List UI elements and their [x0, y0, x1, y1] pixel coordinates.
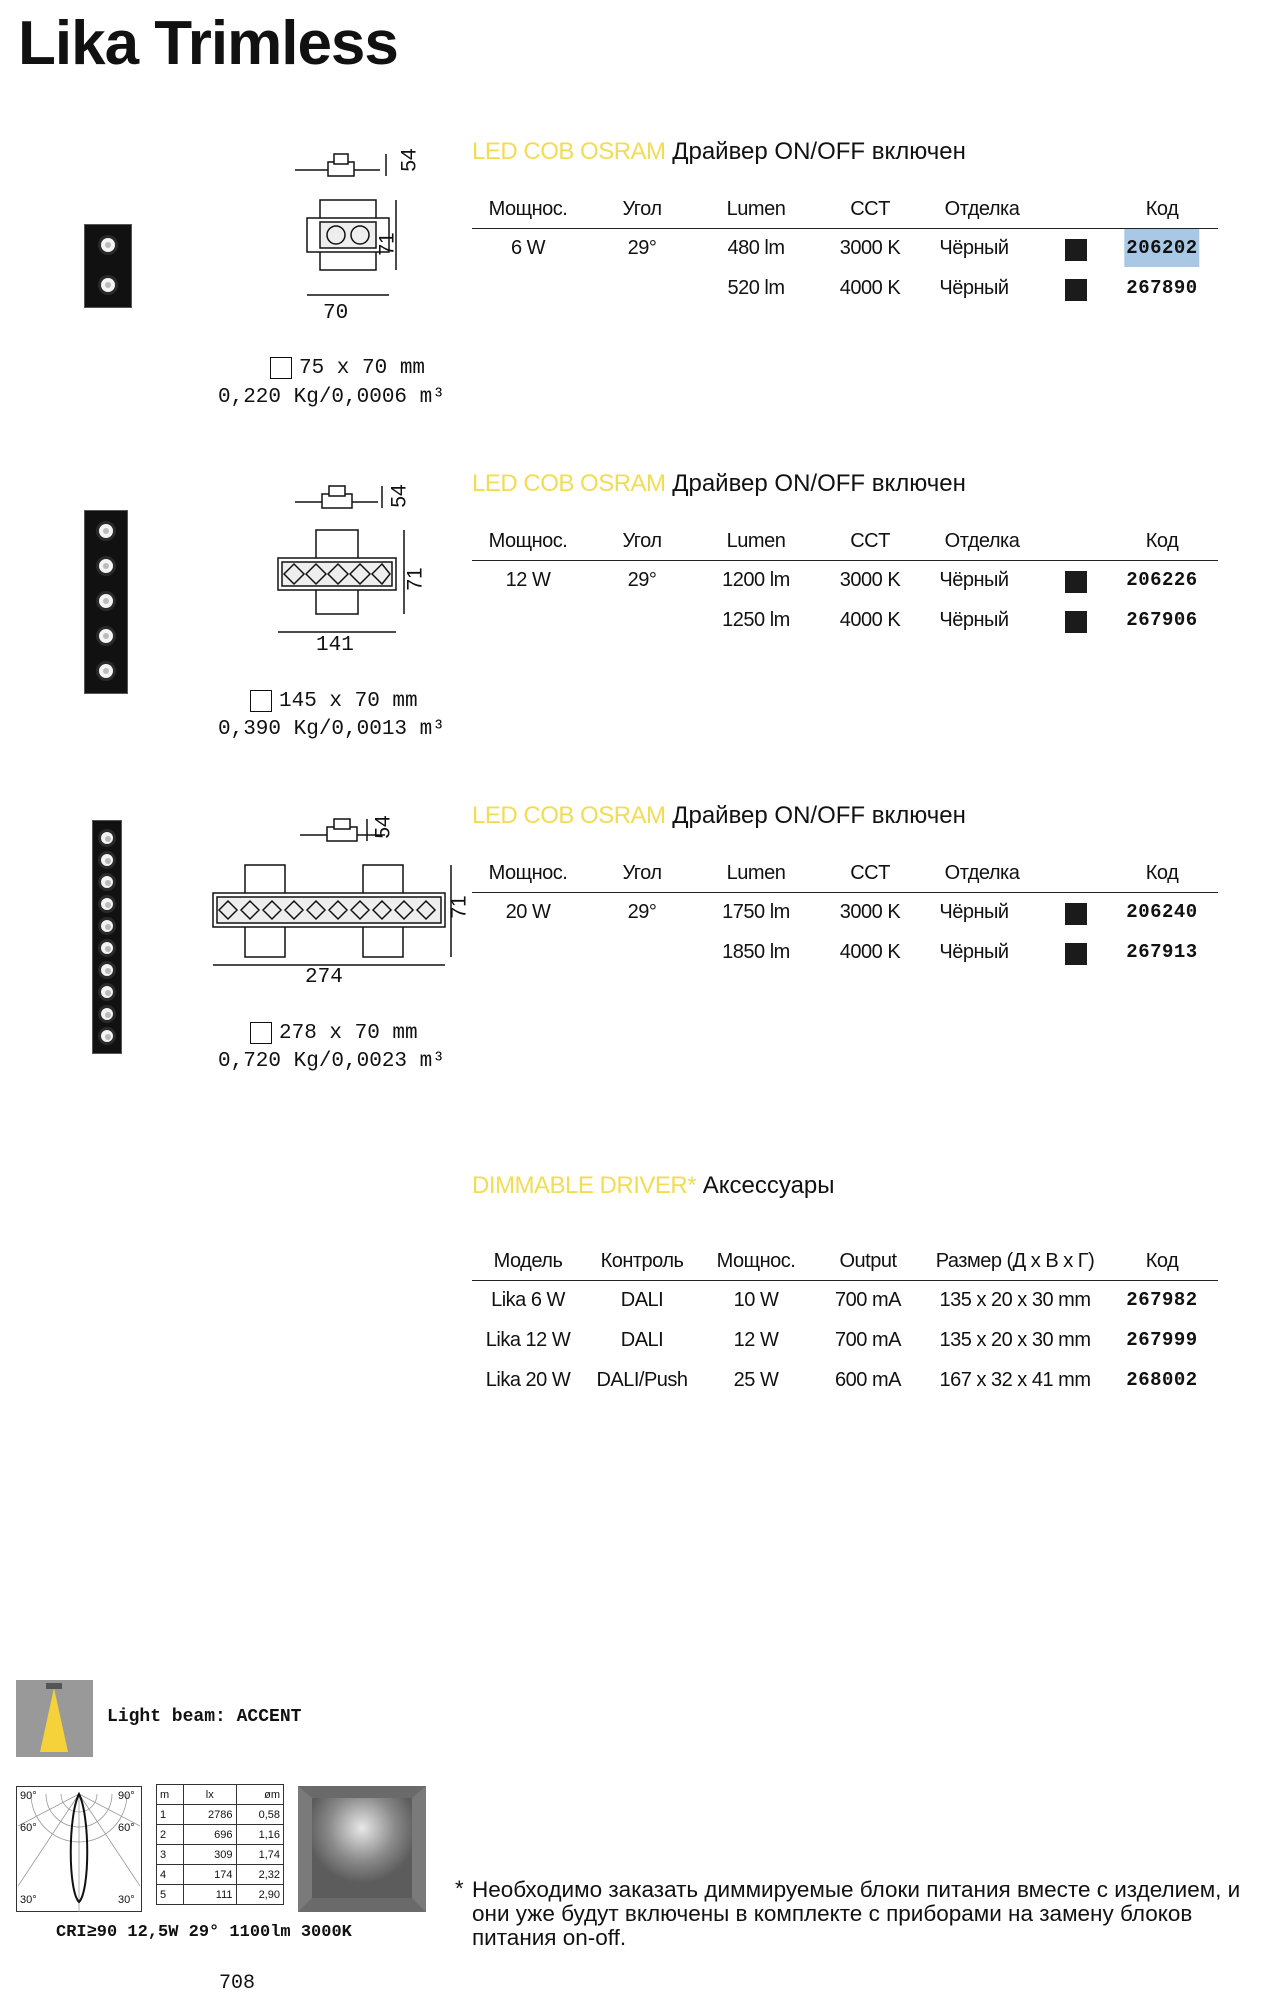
led-icon: [96, 521, 116, 541]
table-row: [157, 1805, 284, 1825]
table-row: [472, 1321, 1218, 1361]
cell-output: 600 mA: [835, 1369, 901, 1391]
col-header: Код: [1145, 530, 1179, 552]
col-header: Lumen: [726, 198, 786, 220]
photometry-caption: CRI≥90 12,5W 29° 1100lm 3000K: [56, 1923, 352, 1942]
cell-angle: 29°: [627, 901, 657, 923]
cell-power: 12 W: [505, 569, 551, 591]
brand-label: LED COB OSRAM: [472, 138, 666, 165]
dim-height-top: 54: [397, 148, 421, 172]
dim-width: 274: [305, 966, 343, 989]
product-title: [472, 802, 966, 830]
cell-lx: 111: [183, 1885, 236, 1905]
cell-power: 10 W: [733, 1289, 779, 1311]
cell-code[interactable]: 206240: [1126, 901, 1198, 923]
table-row: [472, 229, 1218, 269]
cell-diam: 0,58: [236, 1805, 283, 1825]
col-header: CCT: [850, 862, 890, 884]
polar-angle-label: 30°: [118, 1894, 135, 1906]
dimension-drawing: [205, 805, 465, 985]
cell-lumen: 1850 lm: [722, 941, 790, 963]
cell-cct: 4000 K: [839, 609, 901, 631]
col-header: øm: [236, 1785, 283, 1805]
table-header: [472, 854, 1218, 893]
cell-finish: Чёрный: [939, 941, 1009, 963]
col-header: Код: [1145, 198, 1179, 220]
led-icon: [98, 275, 118, 295]
cell-finish: Чёрный: [939, 901, 1009, 923]
led-icon: [98, 939, 116, 957]
cell-lumen: 1250 lm: [722, 609, 790, 631]
spec-table: [472, 522, 1218, 641]
dim-height-side: 71: [447, 895, 471, 919]
cell-angle: 29°: [627, 237, 657, 259]
dim-width: 141: [316, 634, 354, 657]
brand-label: DIMMABLE DRIVER*: [472, 1172, 697, 1199]
light-effect-image: [298, 1786, 426, 1912]
product-subtitle: Драйвер ON/OFF включен: [672, 138, 966, 165]
cell-code[interactable]: 206226: [1126, 569, 1198, 591]
cell-power: 12 W: [733, 1329, 779, 1351]
cell-m: 3: [157, 1845, 184, 1865]
col-header: Lumen: [726, 862, 786, 884]
cell-model: Lika 6 W: [491, 1289, 565, 1311]
col-header: Отделка: [944, 530, 1020, 552]
cell-code[interactable]: 267999: [1126, 1329, 1198, 1351]
cell-size: 135 x 20 x 30 mm: [939, 1289, 1091, 1311]
col-header: Контроль: [600, 1250, 684, 1272]
table-row: [157, 1865, 284, 1885]
col-header: Угол: [622, 198, 662, 220]
product-photo: [84, 510, 128, 694]
cell-cct: 4000 K: [839, 941, 901, 963]
table-row: [472, 561, 1218, 601]
cell-output: 700 mA: [835, 1329, 901, 1351]
col-header: Размер (Д x В x Г): [935, 1250, 1095, 1272]
col-header: Мощнос.: [488, 530, 568, 552]
page-number: 708: [219, 1972, 256, 1995]
finish-swatch: [1065, 279, 1087, 301]
table-header: [157, 1785, 284, 1805]
led-icon: [98, 1005, 116, 1023]
cell-power: 20 W: [505, 901, 551, 923]
cell-control: DALI/Push: [596, 1369, 688, 1391]
dim-width: 70: [323, 302, 349, 325]
polar-angle-label: 90°: [118, 1790, 135, 1802]
light-beam-label: Light beam: ACCENT: [107, 1707, 302, 1727]
dim-height-top: 54: [387, 484, 411, 508]
dimension-drawing: [270, 470, 440, 650]
cell-m: 2: [157, 1825, 184, 1845]
led-icon: [98, 917, 116, 935]
led-icon: [98, 829, 116, 847]
led-icon: [98, 873, 116, 891]
table-header: [472, 522, 1218, 561]
col-header: Отделка: [944, 198, 1020, 220]
finish-swatch: [1065, 943, 1087, 965]
finish-swatch: [1065, 611, 1087, 633]
col-header: Мощнос.: [488, 862, 568, 884]
weight-volume: 0,390 Kg/0,0013 m³: [218, 718, 445, 741]
col-header: CCT: [850, 530, 890, 552]
col-header: Мощнос.: [488, 198, 568, 220]
cell-diam: 1,16: [236, 1825, 283, 1845]
table-row: [472, 893, 1218, 933]
cell-code[interactable]: 268002: [1126, 1369, 1198, 1391]
light-beam-icon: [16, 1680, 93, 1757]
cell-model: Lika 12 W: [485, 1329, 571, 1351]
brand-label: LED COB OSRAM: [472, 470, 666, 497]
package-icon: [270, 357, 292, 379]
cell-finish: Чёрный: [939, 569, 1009, 591]
cell-cct: 3000 K: [839, 569, 901, 591]
cell-m: 5: [157, 1885, 184, 1905]
cell-lumen: 520 lm: [727, 277, 785, 299]
col-header: Угол: [622, 530, 662, 552]
polar-angle-label: 60°: [20, 1822, 37, 1834]
accessories-title: [472, 1172, 835, 1200]
led-icon: [96, 661, 116, 681]
led-icon: [96, 626, 116, 646]
cell-code[interactable]: 267906: [1126, 609, 1198, 631]
led-icon: [98, 983, 116, 1001]
spec-table: [472, 190, 1218, 309]
spec-table: [472, 854, 1218, 973]
cell-size: 167 x 32 x 41 mm: [939, 1369, 1091, 1391]
product-subtitle: Драйвер ON/OFF включен: [672, 802, 966, 829]
cell-cct: 3000 K: [839, 901, 901, 923]
cell-code[interactable]: 267913: [1126, 941, 1198, 963]
cell-lx: 309: [183, 1845, 236, 1865]
cell-lumen: 1200 lm: [722, 569, 790, 591]
dim-height-top: 54: [371, 815, 395, 839]
brand-label: LED COB OSRAM: [472, 802, 666, 829]
table-row: [472, 1281, 1218, 1321]
col-header: m: [157, 1785, 184, 1805]
footnote-text: Необходимо заказать диммируемые блоки питания вместе с изделием, и они уже будут включены в комплекте с приборами на замену блоков питания on-off.: [472, 1877, 1241, 1950]
col-header: Код: [1145, 1250, 1179, 1272]
col-header: Угол: [622, 862, 662, 884]
package-icon: [250, 1022, 272, 1044]
cell-lx: 2786: [183, 1805, 236, 1825]
cell-power: 6 W: [510, 237, 546, 259]
cell-finish: Чёрный: [939, 277, 1009, 299]
led-icon: [96, 556, 116, 576]
cell-angle: 29°: [627, 569, 657, 591]
finish-swatch: [1065, 239, 1087, 261]
led-icon: [96, 591, 116, 611]
product-title: [472, 470, 966, 498]
cell-lumen: 480 lm: [727, 237, 785, 259]
polar-angle-label: 90°: [20, 1790, 37, 1802]
cell-m: 1: [157, 1805, 184, 1825]
accessories-table: [472, 1242, 1218, 1401]
table-row: [472, 1361, 1218, 1401]
cell-diam: 2,90: [236, 1885, 283, 1905]
cell-lx: 696: [183, 1825, 236, 1845]
cell-output: 700 mA: [835, 1289, 901, 1311]
table-row: [157, 1845, 284, 1865]
led-icon: [98, 961, 116, 979]
cell-cct: 3000 K: [839, 237, 901, 259]
pack-size: 278 x 70 mm: [279, 1022, 418, 1045]
polar-angle-label: 60°: [118, 1822, 135, 1834]
cell-control: DALI: [620, 1289, 664, 1311]
product-subtitle: Драйвер ON/OFF включен: [672, 470, 966, 497]
led-icon: [98, 235, 118, 255]
table-row: [157, 1885, 284, 1905]
finish-swatch: [1065, 571, 1087, 593]
col-header: CCT: [850, 198, 890, 220]
cell-cct: 4000 K: [839, 277, 901, 299]
polar-angle-label: 30°: [20, 1894, 37, 1906]
col-header: lx: [183, 1785, 236, 1805]
col-header: Код: [1145, 862, 1179, 884]
col-header: Lumen: [726, 530, 786, 552]
accessories-subtitle: Аксессуары: [702, 1172, 835, 1199]
col-header: Модель: [493, 1250, 563, 1272]
weight-volume: 0,720 Kg/0,0023 m³: [218, 1050, 445, 1073]
table-row: [472, 269, 1218, 309]
col-header: Мощнос.: [716, 1250, 796, 1272]
pack-size: 75 x 70 mm: [299, 357, 426, 380]
cell-code[interactable]: 267982: [1126, 1289, 1198, 1311]
weight-volume: 0,220 Kg/0,0006 m³: [218, 386, 445, 409]
cell-size: 135 x 20 x 30 mm: [939, 1329, 1091, 1351]
cell-model: Lika 20 W: [485, 1369, 571, 1391]
dim-height-side: 71: [375, 232, 399, 256]
pack-size: 145 x 70 mm: [279, 690, 418, 713]
cell-diam: 1,74: [236, 1845, 283, 1865]
led-icon: [98, 895, 116, 913]
table-header: [472, 1242, 1218, 1281]
package-icon: [250, 690, 272, 712]
cell-lumen: 1750 lm: [722, 901, 790, 923]
cell-code[interactable]: 206202: [1124, 229, 1199, 267]
page-title: Lika Trimless: [18, 9, 398, 78]
product-photo: [84, 224, 132, 308]
table-row: [472, 601, 1218, 641]
finish-swatch: [1065, 903, 1087, 925]
cell-power: 25 W: [733, 1369, 779, 1391]
product-title: [472, 138, 966, 166]
led-icon: [98, 851, 116, 869]
led-icon: [98, 1027, 116, 1045]
table-row: [472, 933, 1218, 973]
cell-diam: 2,32: [236, 1865, 283, 1885]
col-header: Output: [839, 1250, 897, 1272]
footnote-mark: *: [455, 1876, 464, 1901]
dim-height-side: 71: [403, 567, 427, 591]
table-row: [157, 1825, 284, 1845]
cell-finish: Чёрный: [939, 237, 1009, 259]
cell-control: DALI: [620, 1329, 664, 1351]
cell-code[interactable]: 267890: [1126, 277, 1198, 299]
product-photo: [92, 820, 122, 1054]
cell-m: 4: [157, 1865, 184, 1885]
photometry-table: [156, 1784, 284, 1905]
col-header: Отделка: [944, 862, 1020, 884]
cell-lx: 174: [183, 1865, 236, 1885]
table-header: [472, 190, 1218, 229]
cell-finish: Чёрный: [939, 609, 1009, 631]
